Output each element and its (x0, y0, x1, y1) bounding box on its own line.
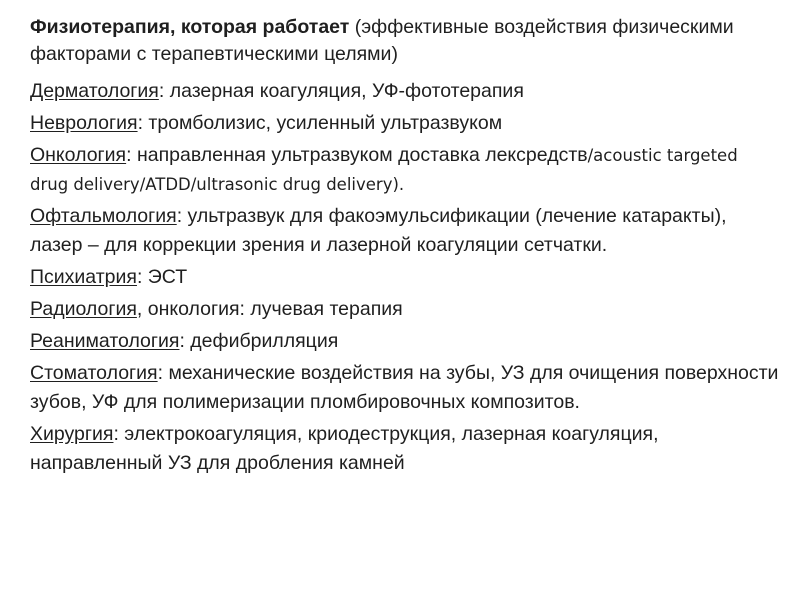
list-item-oncology (30, 141, 780, 199)
list-item-psychiatry (30, 263, 780, 292)
description-dentistry: : механические воздействия на зубы, УЗ для очищения поверхности зубов, УФ для полимеризации пломбировочных композитов. (30, 362, 779, 413)
term-dermatology: Дерматология (30, 80, 159, 102)
list-item-ophthalmology (30, 202, 780, 260)
slide-title (30, 14, 780, 68)
description-resuscitation: : дефибрилляция (179, 330, 339, 352)
term-surgery: Хирургия (30, 423, 114, 445)
list-item-resuscitation (30, 327, 780, 356)
list-item-dermatology (30, 77, 780, 106)
term-radiology: Радиология (30, 298, 137, 320)
description-surgery: : электрокоагуляция, криодеструкция, лазерная коагуляция, направленный УЗ для дробления камней (30, 423, 659, 474)
slide-title-bold: Физиотерапия, которая работает (30, 16, 350, 38)
term-resuscitation: Реаниматология (30, 330, 180, 352)
list-item-neurology (30, 109, 780, 138)
description-psychiatry: : ЭСТ (136, 266, 188, 288)
description-radiology: , онкология: лучевая терапия (136, 298, 403, 320)
description-dermatology: : лазерная коагуляция, УФ-фототерапия (158, 80, 524, 102)
list-item-dentistry (30, 359, 780, 417)
description-neurology: : тромболизис, усиленный ультразвуком (137, 112, 503, 134)
term-psychiatry: Психиатрия (30, 266, 137, 288)
term-dentistry: Стоматология (30, 362, 158, 384)
list-item-radiology (30, 295, 780, 324)
term-neurology: Неврология (30, 112, 138, 134)
term-ophthalmology: Офтальмология (30, 205, 177, 227)
description-ophthalmology: : ультразвук для факоэмульсификации (лечение катаракты), лазер – для коррекции зрения и лазерной коагуляции сетчатки. (30, 205, 727, 256)
description-oncology: : направленная ультразвуком доставка лексредств (126, 144, 588, 166)
slide-title-rest: (эффективные воздействия физическими факторами с терапевтическими целями) (30, 16, 734, 65)
list-item-surgery (30, 420, 780, 478)
description-oncology-latin: /acoustic targeted drug delivery/ATDD/ultrasonic drug delivery). (30, 146, 738, 194)
slide-content (30, 14, 780, 481)
term-oncology: Онкология (30, 144, 127, 166)
